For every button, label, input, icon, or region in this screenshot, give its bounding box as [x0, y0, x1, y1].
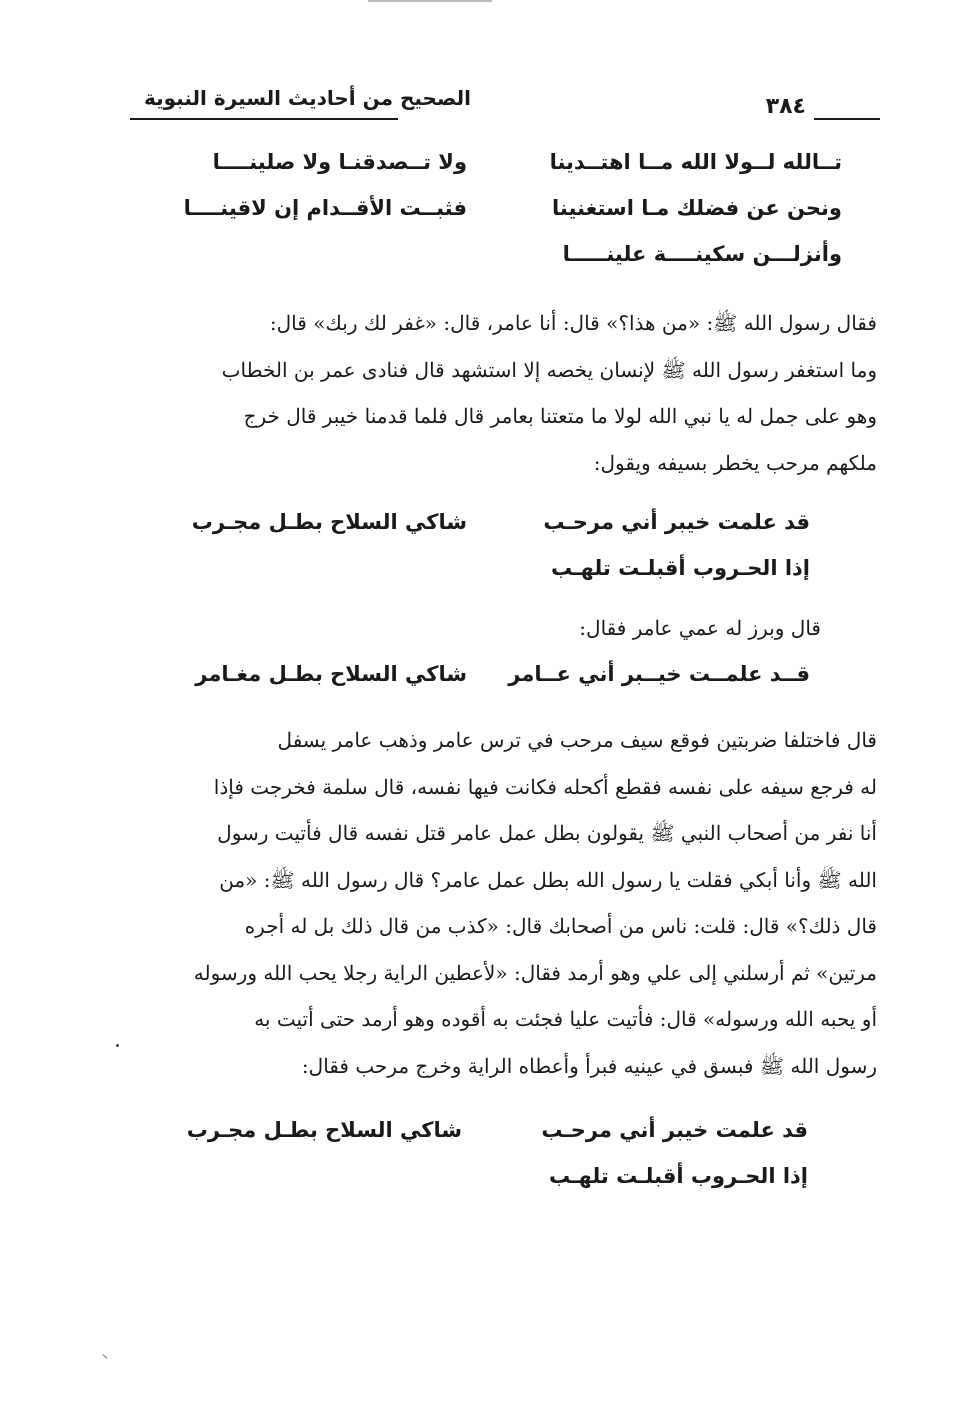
text-line: مرتين» ثم أرسلني إلى علي وهو أرمد فقال: «لأعطين الراية رجلا يحب الله ورسوله: [193, 960, 877, 985]
verse-second-hemistich: فثبــت الأقــدام إن لاقينــــا: [183, 196, 467, 220]
verse-first-hemistich: ونحن عن فضلك مـا استغنينا: [552, 196, 842, 220]
verse: [130, 242, 880, 288]
margin-dot: [116, 1044, 119, 1047]
text-line: رسول الله ﷺ فبسق في عينيه فبرأ وأعطاه الراية وخرج مرحب فقال:: [301, 1053, 877, 1078]
verse-first-hemistich: إذا الحـروب أقبلـت تلهـب: [551, 556, 810, 580]
verse: [130, 662, 880, 708]
running-header: [130, 84, 880, 124]
poem-amir: [130, 662, 880, 708]
text-line: الله ﷺ وأنا أبكي فقلت يا رسول الله بطل عمل عامر؟ قال رسول الله ﷺ: «من: [219, 867, 877, 892]
narration-paragraph-2: [127, 717, 877, 1089]
verse-second-hemistich: شاكي السلاح بطـل مغـامر: [195, 662, 467, 686]
verse-first-hemistich: قد علمت خيبر أني مرحـب: [543, 510, 810, 534]
verse-second-hemistich: شاكي السلاح بطـل مجـرب: [191, 510, 467, 534]
book-title: الصحيح من أحاديث السيرة النبوية: [144, 86, 472, 110]
header-rule-left: [130, 118, 398, 120]
verse-first-hemistich: تــالله لــولا الله مــا اهتــدينا: [549, 150, 842, 174]
text-line: قال ذلك؟» قال: قلت: ناس من أصحابك قال: «كذب من قال ذلك بل له أجره: [244, 914, 877, 938]
top-edge-mark: [368, 0, 492, 2]
verse: [130, 556, 880, 602]
verse: [130, 150, 880, 196]
verse-first-hemistich: قد علمت خيبر أني مرحـب: [541, 1118, 808, 1142]
text-line: قال فاختلفا ضربتين فوقع سيف مرحب في ترس عامر وذهب عامر يسفل: [277, 728, 877, 752]
verse-second-hemistich: شاكي السلاح بطـل مجـرب: [186, 1118, 462, 1142]
verse: [130, 510, 880, 556]
narration-paragraph-1: [127, 300, 877, 486]
verse: [130, 196, 880, 242]
verse-first-hemistich: قــد علمــت خيــبر أني عــامر: [508, 662, 810, 686]
header-rule-right: [814, 118, 880, 120]
text-line: فقال رسول الله ﷺ: «من هذا؟» قال: أنا عامر، قال: «غفر لك ربك» قال:: [269, 311, 877, 335]
text-line: وهو على جمل له يا نبي الله لولا ما متعتنا بعامر قال فلما قدمنا خيبر قال خرج: [243, 404, 877, 428]
text-line: أو يحبه الله ورسوله» قال: فأتيت عليا فجئت به أقوده وهو أرمد حتى أتيت به: [254, 1007, 877, 1031]
verse-second-hemistich: ولا تــصدقنـا ولا صلينــــا: [212, 150, 467, 174]
page-number: ٣٨٤: [765, 94, 806, 119]
verse-first-hemistich: وأنزلـــن سكينــــة علينـــــا: [562, 242, 842, 266]
text-line: له فرجع سيفه على نفسه فقطع أكحله فكانت فيها نفسه، قال سلمة فخرجت فإذا: [213, 774, 877, 799]
scan-mark: [102, 1354, 107, 1359]
poem-marhab-repeat: [130, 1118, 880, 1210]
verse: [130, 1164, 880, 1210]
verse: [130, 1118, 880, 1164]
intro-line: قال وبرز له عمي عامر فقال:: [579, 616, 821, 640]
verse-first-hemistich: إذا الحـروب أقبلـت تلهـب: [549, 1164, 808, 1188]
text-line: ملكهم مرحب يخطر بسيفه ويقول:: [593, 450, 877, 475]
text-line: أنا نفر من أصحاب النبي ﷺ يقولون بطل عمل عامر قتل نفسه قال فأتيت رسول: [217, 821, 877, 845]
text-line: وما استغفر رسول الله ﷺ لإنسان يخصه إلا استشهد قال فنادى عمر بن الخطاب: [221, 357, 877, 382]
poem-tala-allah: [130, 150, 880, 288]
poem-marhab: [130, 510, 880, 602]
